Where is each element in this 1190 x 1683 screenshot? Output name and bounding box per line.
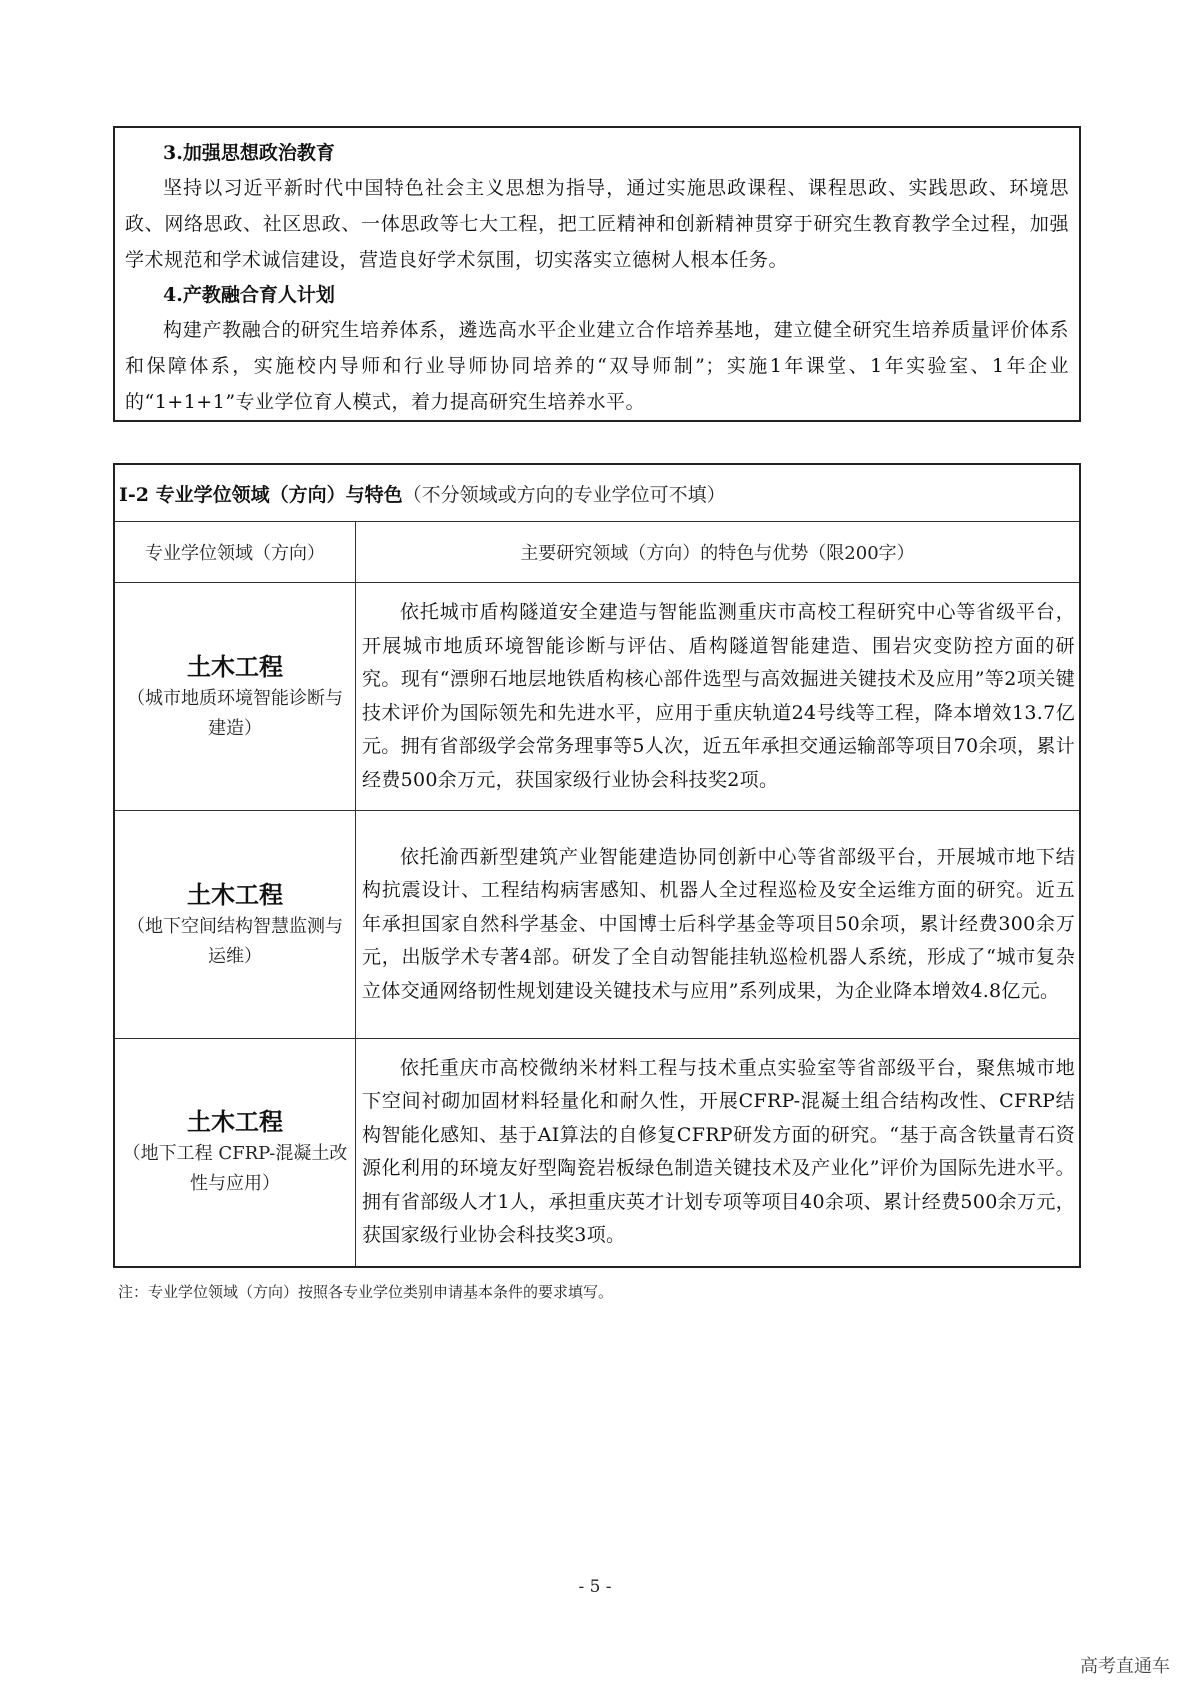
field-description: 依托渝西新型建筑产业智能建造协同创新中心等省部级平台，开展城市地下结构抗震设计、工程结构病害感知、机器人全过程巡检及安全运维方面的研究。近五年承担国家自然科学基金、中国博士后科学基金等项目50余项，累计经费300余万元，出版学术专著4部。研发了全自动智能挂轨巡检机器人系统，形成了“城市复杂立体交通网络韧性规划建设关键技术与应用”系列成果，为企业降本增效4.8亿元。 [362,845,1075,1002]
table-row [114,583,1080,811]
col-header-desc: 主要研究领域（方向）的特色与优势（限200字） [356,522,1081,583]
table-row [114,1039,1080,1267]
field-name: 土木工程 [187,880,283,909]
table-title-row [114,464,1080,522]
field-name: 土木工程 [187,652,283,681]
section4-paragraph: 构建产教融合的研究生培养体系，遴选高水平企业建立合作培养基地，建立健全研究生培养质量评价体系和保障体系，实施校内导师和行业导师协同培养的“双导师制”；实施1年课堂、1年实验室、1年企业的“1+1+1”专业学位育人模式，着力提高研究生培养水平。 [125,319,1069,413]
field-cell [114,811,356,1039]
field-description: 依托城市盾构隧道安全建造与智能监测重庆市高校工程研究中心等省级平台，开展城市地质环境智能诊断与评估、盾构隧道智能建造、围岩灾变防控方面的研究。现有“漂卵石地层地铁盾构核心部件选型与高效掘进关键技术及应用”等2项关键技术评价为国际领先和先进水平，应用于重庆轨道24号线等工程，降本增效13.7亿元。拥有省部级学会常务理事等5人次，近五年承担交通运输部等项目70余项，累计经费500余万元，获国家级行业协会科技奖2项。 [362,601,1075,791]
section-box-top [113,126,1081,422]
col-header-field: 专业学位领域（方向） [114,522,356,583]
field-cell [114,583,356,811]
table-row [114,811,1080,1039]
field-subtitle: （地下工程 CFRP-混凝土改性与应用） [122,1143,348,1195]
table-title-cell [114,464,1080,522]
field-subtitle: （地下空间结构智慧监测与运维） [127,915,343,967]
table-title: I-2 专业学位领域（方向）与特色 [119,483,403,506]
watermark-text: 高考直通车 [1080,1656,1170,1677]
footnote: 注：专业学位领域（方向）按照各专业学位类别申请基本条件的要求填写。 [118,1283,614,1301]
field-description: 依托重庆市高校微纳米材料工程与技术重点实验室等省部级平台，聚焦城市地下空间衬砌加固材料轻量化和耐久性，开展CFRP-混凝土组合结构改性、CFRP结构智能化感知、基于AI算法的自修复CFRP研发方面的研究。“基于高含铁量青石资源化利用的环境友好型陶瓷岩板绿色制造关键技术及产业化”评价为国际先进水平。拥有省部级人才1人，承担重庆英才计划专项等项目40余项、累计经费500余万元，获国家级行业协会科技奖3项。 [362,1056,1075,1247]
table-title-note: （不分领域或方向的专业学位可不填） [402,483,726,506]
table-header-row [114,522,1080,583]
field-cell [114,1039,356,1267]
desc-cell [356,1039,1081,1267]
desc-cell [356,583,1081,811]
page-number: - 5 - [578,1577,612,1597]
field-name: 土木工程 [187,1108,283,1137]
section3-paragraph: 坚持以习近平新时代中国特色社会主义思想为指导，通过实施思政课程、课程思政、实践思政、环境思政、网络思政、社区思政、一体思政等七大工程，把工匠精神和创新精神贯穿于研究生教育教学全过程，加强学术规范和学术诚信建设，营造良好学术氛围，切实落实立德树人根本任务。 [125,177,1069,271]
section4-heading: 4.产教融合育人计划 [163,284,335,306]
field-table [113,463,1081,1268]
desc-cell [356,811,1081,1039]
section3-heading: 3.加强思想政治教育 [163,142,335,164]
field-subtitle: （城市地质环境智能诊断与建造） [127,687,343,739]
